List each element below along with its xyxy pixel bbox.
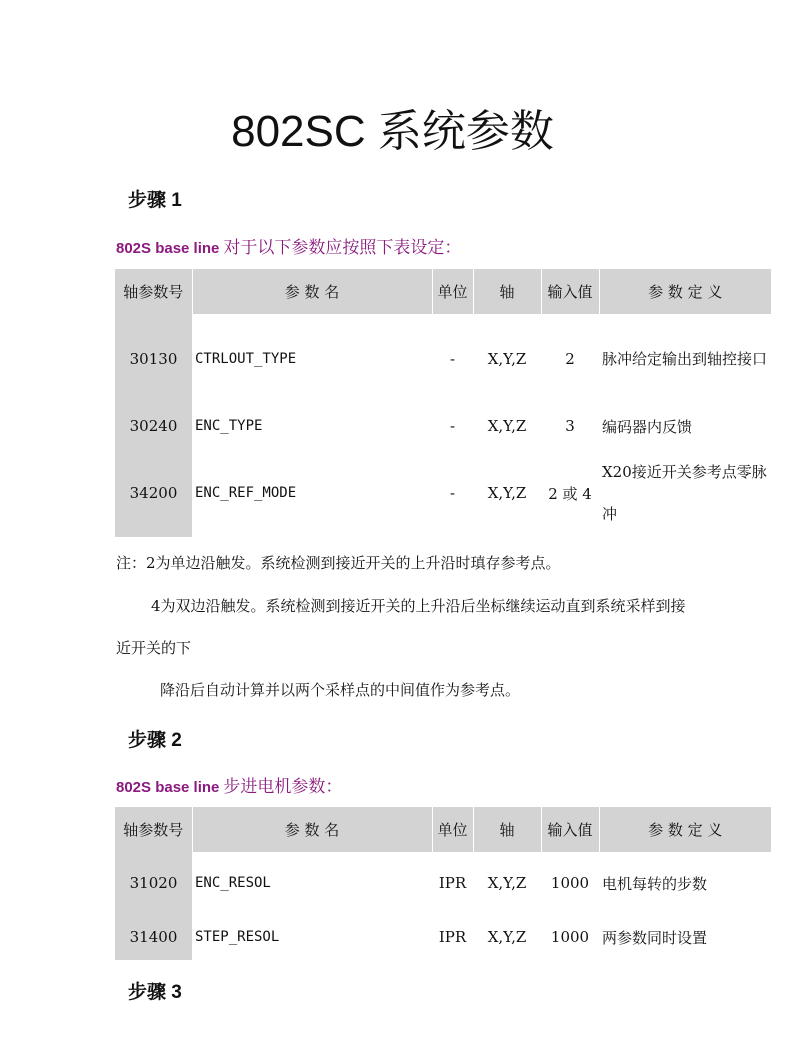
param-name: ENC_TYPE (195, 418, 263, 434)
param-number: 30130 (115, 314, 192, 403)
param-definition: 编码器内反馈 (602, 417, 693, 436)
param-axis: X,Y,Z (487, 349, 527, 368)
step-2-subtitle-en: 802S base line (116, 779, 220, 796)
note-line-4: 降沿后自动计算并以两个采样点的中间值作为参考点。 (160, 681, 521, 699)
step-1-subtitle-zh: 对于以下参数应按照下表设定： (223, 238, 462, 258)
header-axis-param-no: 轴参数号 (115, 807, 192, 852)
step-1-heading: 步骤 1 (128, 190, 182, 211)
param-name: STEP_RESOL (195, 929, 280, 945)
param-unit: IPR (438, 874, 467, 892)
param-definition: X20接近开关参考点零脉冲 (602, 463, 767, 523)
param-number: 34200 (115, 449, 192, 537)
step-1-param-table (115, 269, 771, 537)
header-unit: 单位 (432, 269, 473, 314)
param-definition: 电机每转的步数 (602, 874, 708, 893)
header-param-name: 参 数 名 (192, 269, 432, 314)
note-line-2: 4为双边沿触发。系统检测到接近开关的上升沿后坐标继续运动直到系统采样到接 (151, 597, 686, 615)
table-row (115, 914, 771, 960)
param-axis: X,Y,Z (487, 874, 527, 892)
header-definition: 参 数 定 义 (599, 269, 771, 314)
param-unit: - (449, 417, 456, 435)
param-axis: X,Y,Z (487, 417, 527, 435)
header-input-value: 输入值 (541, 269, 599, 314)
step-2-subtitle (116, 772, 342, 797)
note-line-3: 近开关的下 (116, 639, 192, 657)
param-unit: - (449, 349, 456, 368)
param-definition: 脉冲给定输出到轴控接口 (602, 349, 768, 368)
header-param-name: 参 数 名 (192, 807, 432, 852)
param-value: 3 (565, 417, 575, 435)
header-axis-param-no: 轴参数号 (115, 269, 192, 314)
table-header-row (115, 269, 771, 314)
step-3-heading: 步骤 3 (128, 982, 182, 1003)
table-row (115, 314, 771, 403)
param-definition: 两参数同时设置 (602, 928, 708, 947)
param-number: 31400 (115, 914, 192, 960)
param-axis: X,Y,Z (487, 928, 527, 946)
table-row (115, 403, 771, 449)
param-unit: - (449, 484, 456, 502)
step-2-subtitle-zh: 步进电机参数： (223, 777, 343, 797)
param-name: ENC_REF_MODE (195, 485, 297, 501)
page-title: 802SC 系统参数 (231, 107, 554, 156)
table-row (115, 449, 771, 537)
param-unit: IPR (438, 928, 467, 946)
param-value: 1000 (550, 874, 590, 892)
step-2-param-table (115, 807, 771, 960)
param-value: 2 (565, 349, 575, 368)
param-value: 1000 (550, 928, 590, 946)
header-definition: 参 数 定 义 (599, 807, 771, 852)
param-name: CTRLOUT_TYPE (195, 350, 297, 367)
note-line-1: 注：2为单边沿触发。系统检测到接近开关的上升沿时瑱存参考点。 (116, 554, 561, 572)
param-number: 31020 (115, 852, 192, 914)
table-header-row (115, 807, 771, 852)
param-value: 2 或 4 (548, 484, 592, 503)
step-1-subtitle-en: 802S base line (116, 240, 220, 257)
header-input-value: 输入值 (541, 807, 599, 852)
param-name: ENC_RESOL (195, 875, 271, 891)
step-2-heading: 步骤 2 (128, 730, 182, 751)
param-number: 30240 (115, 403, 192, 449)
header-unit: 单位 (432, 807, 473, 852)
param-axis: X,Y,Z (487, 484, 527, 502)
table-row (115, 852, 771, 914)
header-axis: 轴 (473, 269, 541, 314)
step-1-subtitle (116, 233, 461, 258)
header-axis: 轴 (473, 807, 541, 852)
